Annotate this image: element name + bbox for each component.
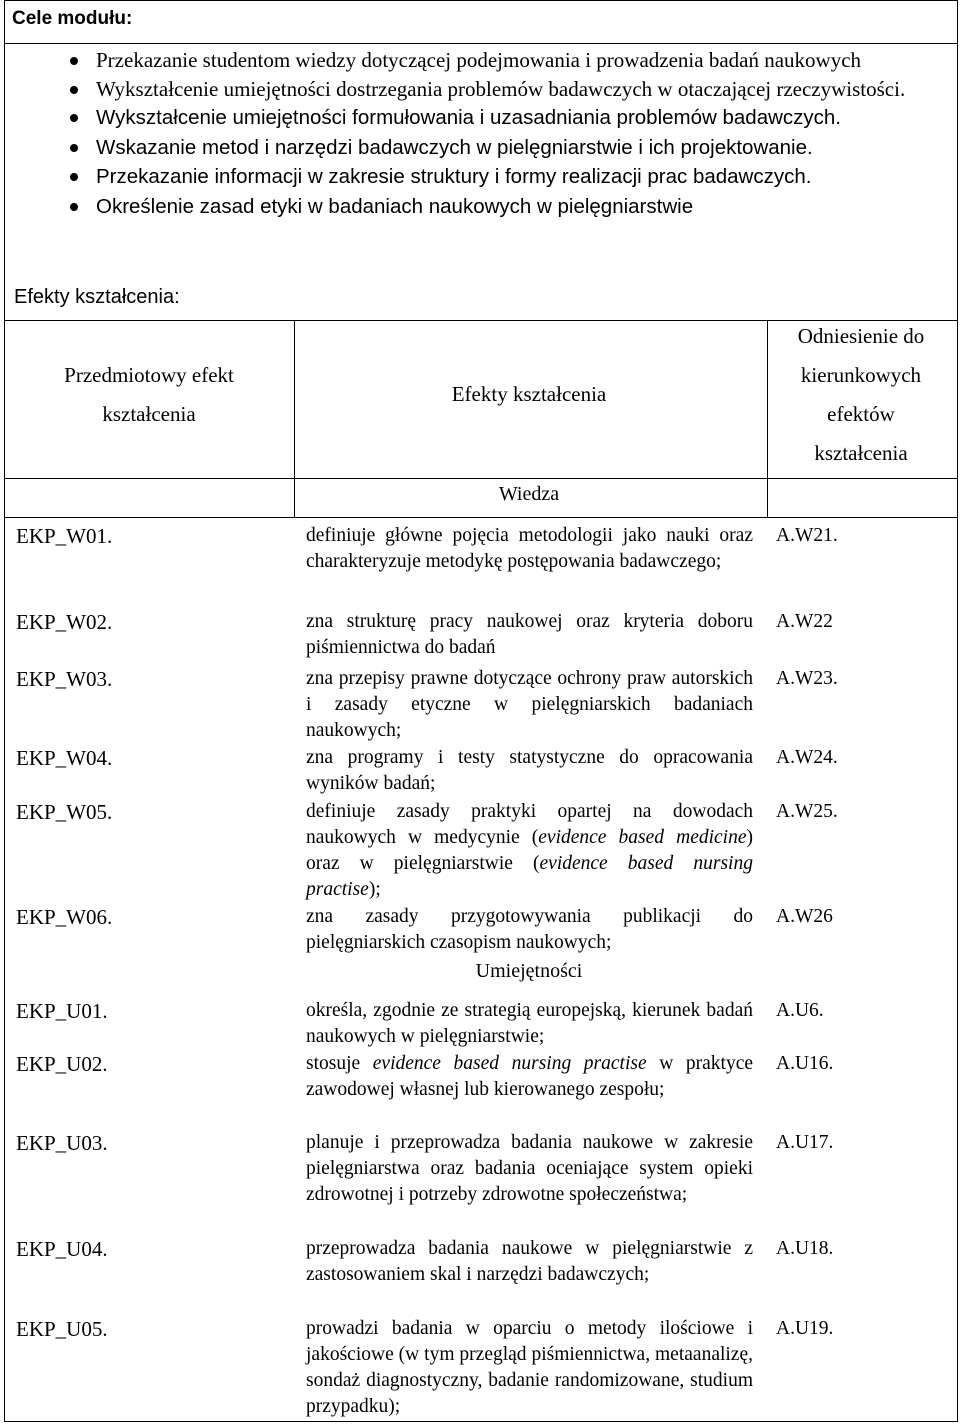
goal-item: Przekazanie informacji w zakresie struktury i formy realizacji prac badawczych. (70, 162, 920, 192)
outcome-reference: A.U19. (776, 1318, 834, 1339)
outcome-code: EKP_W04. (16, 746, 113, 770)
outcome-code: EKP_U01. (16, 999, 108, 1023)
outcome-code: EKP_W01. (16, 524, 113, 548)
outcome-reference: A.W21. (776, 525, 838, 546)
bullet-icon (70, 114, 78, 122)
outcome-code: EKP_U05. (16, 1317, 108, 1341)
outcome-reference: A.W26 (776, 906, 833, 927)
goals-heading: Cele modułu: (12, 8, 133, 29)
table-header-divider (4, 478, 958, 479)
goal-item: Wskazanie metod i narzędzi badawczych w pielęgniarstwie i ich projektowanie. (70, 133, 920, 163)
outcome-description: zna przepisy prawne dotyczące ochrony praw autorskich i zasady etyczne w pielęgniarskich badaniach naukowych; (306, 668, 753, 741)
bullet-icon (70, 173, 78, 181)
outcome-reference: A.W23. (776, 668, 838, 689)
col-header-outcomes: Efekty kształcenia (451, 382, 607, 406)
outcome-description: definiuje główne pojęcia metodologii jako nauki oraz charakteryzuje metodykę postępowania badawczego; (306, 525, 753, 572)
goal-item: Wykształcenie umiejętności formułowania i uzasadniania problemów badawczych. (70, 103, 920, 133)
goal-item: Wykształcenie umiejętności dostrzegania problemów badawczych w otaczającej rzeczywistości. (70, 75, 920, 104)
col-header-reference: Odniesienie do kierunkowych efektów kształcenia (797, 324, 925, 465)
top-border (4, 0, 958, 1)
outcome-code: EKP_W05. (16, 800, 113, 824)
outcome-code: EKP_U04. (16, 1237, 108, 1261)
outcome-reference: A.U16. (776, 1053, 834, 1074)
section-skills: Umiejętności (475, 960, 583, 982)
outcome-description: planuje i przeprowadza badania naukowe w zakresie pielęgniarstwa oraz badania oceniające system opieki zdrowotnej i potrzeby zdrowotne społeczeństwa; (306, 1132, 753, 1205)
outcome-description: przeprowadza badania naukowe w pielęgniarstwie z zastosowaniem skal i narzędzi badawczych; (306, 1238, 753, 1285)
bullet-icon (70, 86, 78, 94)
outcome-description: określa, zgodnie ze strategią europejską, kierunek badań naukowych w pielęgniarstwie; (306, 1000, 753, 1047)
outcome-description: zna zasady przygotowywania publikacji do pielęgniarskich czasopism naukowych; (306, 906, 753, 953)
outcome-reference: A.W25. (776, 801, 838, 822)
outcome-description: zna programy i testy statystyczne do opracowania wyników badań; (306, 747, 753, 794)
outcome-code: EKP_U02. (16, 1052, 108, 1076)
goals-list (70, 46, 920, 221)
goal-item: Przekazanie studentom wiedzy dotyczącej podejmowania i prowadzenia badań naukowych (70, 46, 920, 75)
outcome-reference: A.U17. (776, 1132, 834, 1153)
outcome-reference: A.U6. (776, 1000, 824, 1021)
outcome-reference: A.W22 (776, 611, 833, 632)
section-knowledge: Wiedza (498, 483, 560, 505)
outcome-description: stosuje evidence based nursing practise w praktyce zawodowej własnej lub kierowanego zespołu; (306, 1053, 754, 1100)
wiedza-divider (4, 517, 958, 518)
bullet-icon (70, 57, 78, 65)
outcome-code: EKP_W06. (16, 905, 113, 929)
outcome-description: definiuje zasady praktyki opartej na dowodach naukowych w medycynie (evidence based medicine) oraz w pielęgniarstwie (evidence based nursing practise); (306, 801, 753, 900)
outcome-code: EKP_W02. (16, 610, 113, 634)
outcome-reference: A.U18. (776, 1238, 834, 1259)
bullet-icon (70, 144, 78, 152)
bullet-icon (70, 203, 78, 211)
outcomes-heading: Efekty kształcenia: (14, 286, 180, 308)
outcome-code: EKP_W03. (16, 667, 113, 691)
outcome-description: prowadzi badania w oparciu o metody ilościowe i jakościowe (w tym przegląd piśmiennictwa, metaanalizę, sondaż diagnostyczny, badanie randomizowane, studium przypadku); (306, 1318, 753, 1417)
outcome-description: zna strukturę pracy naukowej oraz kryteria doboru piśmiennictwa do badań (306, 611, 753, 658)
outcome-reference: A.W24. (776, 747, 838, 768)
col-header-subject-outcome: Przedmiotowy efekt kształcenia (64, 363, 234, 426)
outcome-code: EKP_U03. (16, 1131, 108, 1155)
goals-heading-divider (4, 43, 958, 44)
goal-item: Określenie zasad etyki w badaniach naukowych w pielęgniarstwie (70, 192, 920, 222)
